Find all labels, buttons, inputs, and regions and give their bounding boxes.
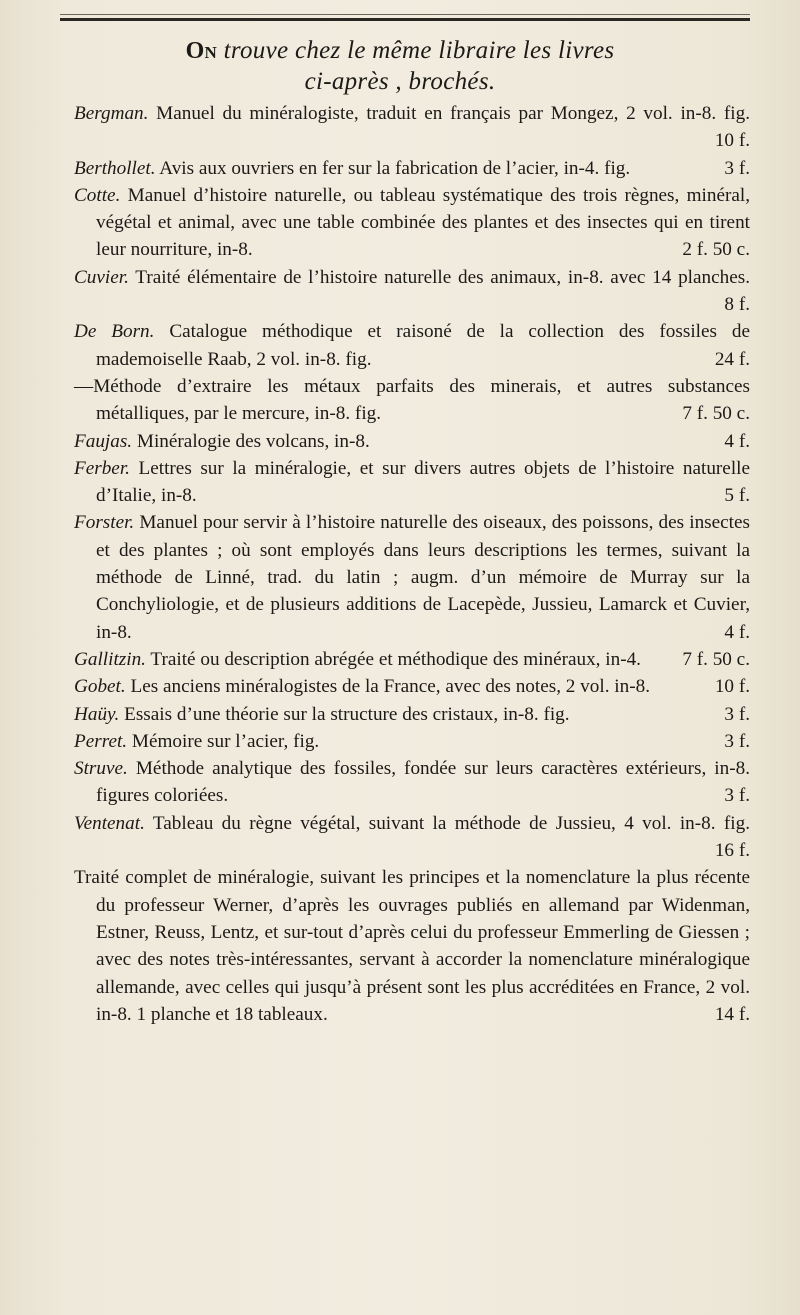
entry-price: 10 f. [714, 676, 750, 698]
entry-price: 2 f. 50 c. [682, 239, 750, 261]
entry-text: Manuel pour servir à l’histoire naturelle des oiseaux, des poissons, des insectes et des plantes ; où sont employés dans leurs descriptions les termes, suivant la méthode de Linné, trad. du latin ; augm. d’un mémoire de Murray sur la Conchyliologie, et de plusieurs additions de Lacepède, Jussieu, Lamarck et Cuvier, in-8. [96, 512, 750, 643]
entry-price: 8 f. [724, 294, 750, 316]
list-item [74, 810, 750, 865]
entry-text: Manuel du minéralogiste, traduit en français par Mongez, 2 vol. in-8. fig. [148, 103, 750, 124]
entry-price: 4 f. [724, 621, 750, 643]
list-item [74, 155, 750, 182]
list-item [74, 864, 750, 1028]
entry-price: 3 f. [724, 703, 750, 725]
entry-price: 7 f. 50 c. [682, 403, 750, 425]
list-item [74, 509, 750, 645]
list-item [74, 100, 750, 155]
entry-text: Les anciens minéralogistes de la France, avec des notes, 2 vol. in-8. [125, 676, 650, 698]
entry-price: 3 f. [724, 785, 750, 807]
list-item [74, 428, 750, 455]
entry-author: Forster. [74, 512, 135, 534]
entry-author: Bergman. [74, 103, 149, 124]
entry-price: 5 f. [724, 485, 750, 507]
entry-price: 14 f. [714, 1003, 750, 1025]
entry-text: Essais d’une théorie sur la structure des cristaux, in-8. fig. [119, 703, 570, 725]
entry-author: Ferber. [74, 457, 130, 479]
entry-text: Minéralogie des volcans, in-8. [132, 430, 370, 452]
entry-author: Cotte. [74, 184, 121, 206]
top-rule-thin [60, 14, 750, 15]
entry-text: —Méthode d’extraire les métaux parfaits des minerais, et autres substances métalliques, par le mercure, in-8. fig. [74, 375, 750, 425]
entry-price: 7 f. 50 c. [682, 648, 750, 670]
entry-text: Avis aux ouvriers en fer sur la fabrication de l’acier, in-4. fig. [155, 157, 631, 179]
list-item [74, 701, 750, 728]
list-item [74, 318, 750, 373]
book-list [74, 100, 750, 1028]
entry-text: Mémoire sur l’acier, fig. [127, 730, 320, 752]
entry-text: Traité ou description abrégée et méthodique des minéraux, in-4. [145, 648, 641, 670]
entry-price: 3 f. [724, 157, 750, 179]
heading-line-1-text: trouve chez le même libraire les livres [217, 37, 615, 64]
entry-price: 16 f. [714, 840, 750, 862]
list-item [74, 755, 750, 810]
heading-line-1 [0, 35, 800, 67]
entry-author: Gallitzin. [74, 648, 146, 670]
list-item [74, 264, 750, 319]
list-item [74, 673, 750, 700]
entry-author: Gobet. [74, 676, 126, 698]
entry-author: Haüy. [74, 703, 120, 725]
list-item [74, 182, 750, 264]
entry-price: 24 f. [714, 348, 750, 370]
entry-author: Faujas. [74, 430, 133, 452]
list-item [74, 455, 750, 510]
entry-text: Tableau du règne végétal, suivant la méthode de Jussieu, 4 vol. in-8. fig. [144, 812, 750, 834]
entry-author: De Born. [74, 321, 155, 343]
entry-text: Catalogue méthodique et raisoné de la collection des fossiles de mademoiselle Raab, 2 vol. in-8. fig. [96, 321, 750, 370]
entry-price: 10 f. [714, 130, 750, 152]
entry-price: 4 f. [724, 430, 750, 452]
entry-author: Perret. [74, 730, 128, 752]
entry-text: Traité complet de minéralogie, suivant les principes et la nomenclature la plus récente du professeur Werner, d’après les ouvrages publiés en allemand par Widenman, Estner, Reuss, Lentz, et sur-tout d’après celui du professeur Emmerling de Giessen ; avec des notes très-intéressantes, servant à accorder la nomenclature minéralogique allemande, avec celles qui jusqu’à présent sont les plus accréditées en France, 2 vol. in-8. 1 planche et 18 tableaux. [74, 867, 750, 1025]
entry-text: Manuel d’histoire naturelle, ou tableau systématique des trois règnes, minéral, végétal et animal, avec une table combinée des plantes et des insectes qui en tirent leur nourriture, in-8. [96, 184, 750, 261]
top-rule-thick [60, 18, 750, 21]
list-item [74, 373, 750, 428]
entry-author: Cuvier. [74, 266, 129, 288]
entry-author: Ventenat. [74, 812, 145, 834]
entry-author: Struve. [74, 758, 128, 780]
list-item [74, 646, 750, 673]
entry-text: Traité élémentaire de l’histoire naturelle des animaux, in-8. avec 14 planches. [128, 266, 750, 288]
heading-line-2: ci-après , brochés. [304, 68, 496, 95]
list-item [74, 728, 750, 755]
heading-lead-word: On [185, 38, 218, 64]
entry-text: Méthode analytique des fossiles, fondée sur leurs caractères extérieurs, in-8. figures coloriées. [96, 758, 750, 807]
entry-text: Lettres sur la minéralogie, et sur divers autres objets de l’histoire naturelle d’Italie, in-8. [96, 457, 750, 507]
entry-price: 3 f. [724, 730, 750, 752]
entry-author: Berthollet. [74, 157, 156, 179]
